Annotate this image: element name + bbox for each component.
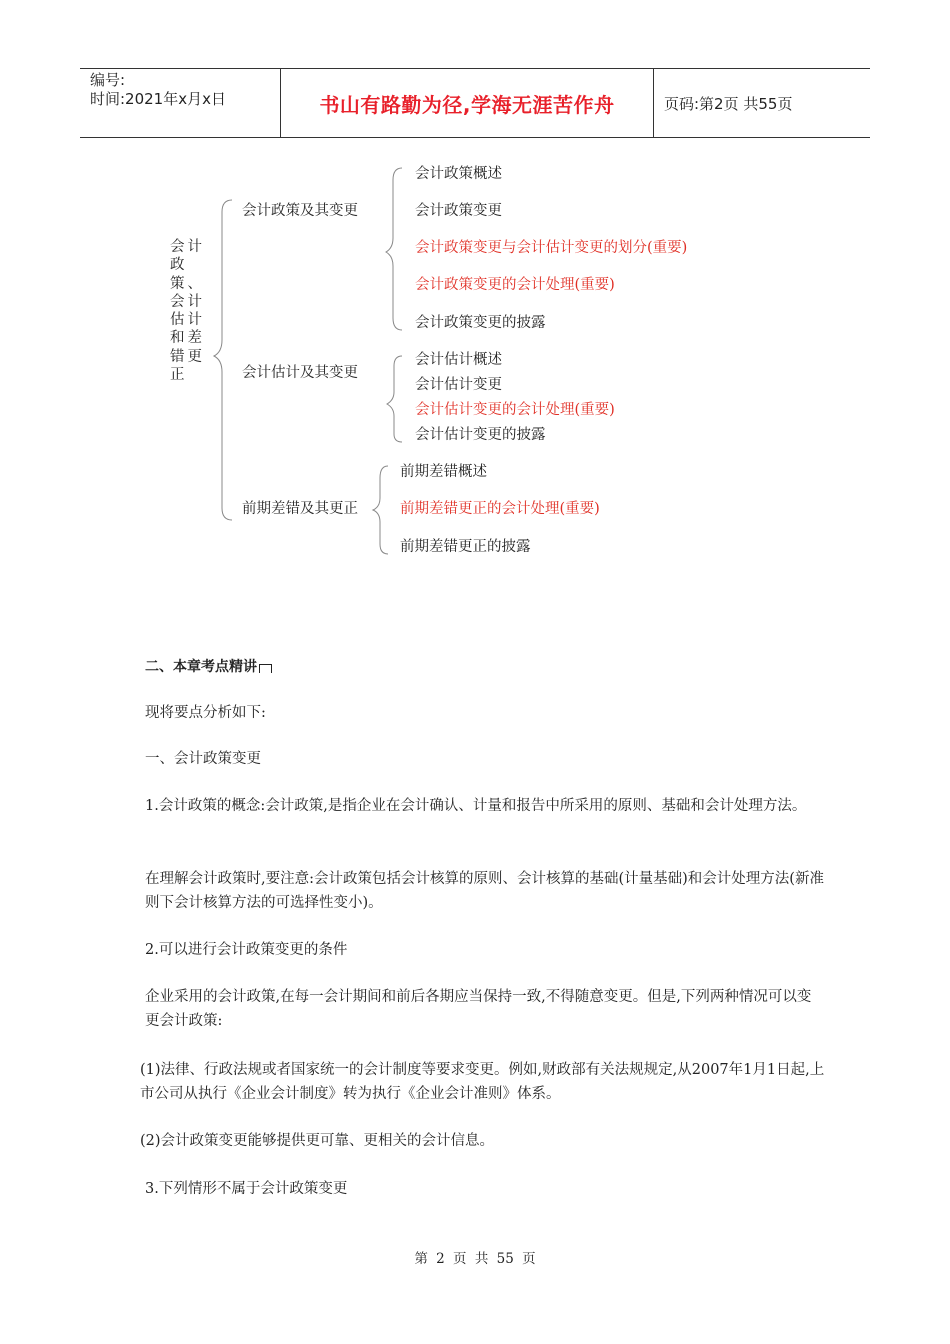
group3-item: 前期差错概述 <box>400 464 487 480</box>
paragraph: 2.可以进行会计政策变更的条件 <box>145 942 348 958</box>
anchor-icon <box>259 664 272 673</box>
group1-item-important: 会计政策变更的会计处理(重要) <box>415 277 615 293</box>
group1-title: 会计政策及其变更 <box>242 203 358 219</box>
paragraph: 企业采用的会计政策,在每一会计期间和前后各期应当保持一致,不得随意变更。但是,下列两种情况可以变更会计政策: <box>145 989 812 1029</box>
group3-item: 前期差错更正的披露 <box>400 539 531 555</box>
page-header <box>80 68 870 138</box>
paragraph: 在理解会计政策时,要注意:会计政策包括会计核算的原则、会计核算的基础(计量基础)和会计处理方法(新准则下会计核算方法的可选择性变小)。 <box>145 871 824 911</box>
group2-item: 会计估计变更 <box>415 377 502 393</box>
group3-title: 前期差错及其更正 <box>242 501 358 517</box>
header-meta <box>80 69 281 137</box>
group2-item-important: 会计估计变更的会计处理(重要) <box>415 402 615 418</box>
time-label: 时间:2021年x月x日 <box>90 90 226 108</box>
intro-paragraph: 现将要点分析如下: <box>145 705 266 721</box>
group1-item: 会计政策概述 <box>415 166 502 182</box>
paragraph: 3.下列情形不属于会计政策变更 <box>145 1181 348 1197</box>
main-brace <box>214 200 232 520</box>
page-footer: 第 2 页 共 55 页 <box>414 1251 536 1267</box>
group2-item: 会计估计概述 <box>415 352 502 368</box>
group2-title: 会计估计及其变更 <box>242 365 358 381</box>
group3-brace <box>373 466 388 554</box>
group1-brace <box>386 168 402 330</box>
outline-root: 会计 政 策、 会计 估计 和差 错更 正 <box>170 239 205 384</box>
paragraph: 1.会计政策的概念:会计政策,是指企业在会计确认、计量和报告中所采用的原则、基础和会计处理方法。 <box>145 798 807 814</box>
section-heading <box>145 656 272 676</box>
paragraph: (2)会计政策变更能够提供更可靠、更相关的会计信息。 <box>140 1133 495 1149</box>
group2-brace <box>387 356 402 442</box>
group3-item-important: 前期差错更正的会计处理(重要) <box>400 501 600 517</box>
group1-item: 会计政策变更 <box>415 203 502 219</box>
paragraph: (1)法律、行政法规或者国家统一的会计制度等要求变更。例如,财政部有关法规规定,从2007年1月1日起,上市公司从执行《企业会计制度》转为执行《企业会计准则》体系。 <box>140 1062 825 1102</box>
section-heading-text: 二、本章考点精讲 <box>145 659 257 675</box>
group1-item-important: 会计政策变更与会计估计变更的划分(重要) <box>415 240 688 256</box>
motto: 书山有路勤为径,学海无涯苦作舟 <box>281 69 654 137</box>
number-label: 编号: <box>90 71 126 89</box>
group2-item: 会计估计变更的披露 <box>415 427 546 443</box>
group1-item: 会计政策变更的披露 <box>415 315 546 331</box>
subheading: 一、会计政策变更 <box>145 751 261 767</box>
page-info: 页码:第2页 共55页 <box>664 94 793 113</box>
